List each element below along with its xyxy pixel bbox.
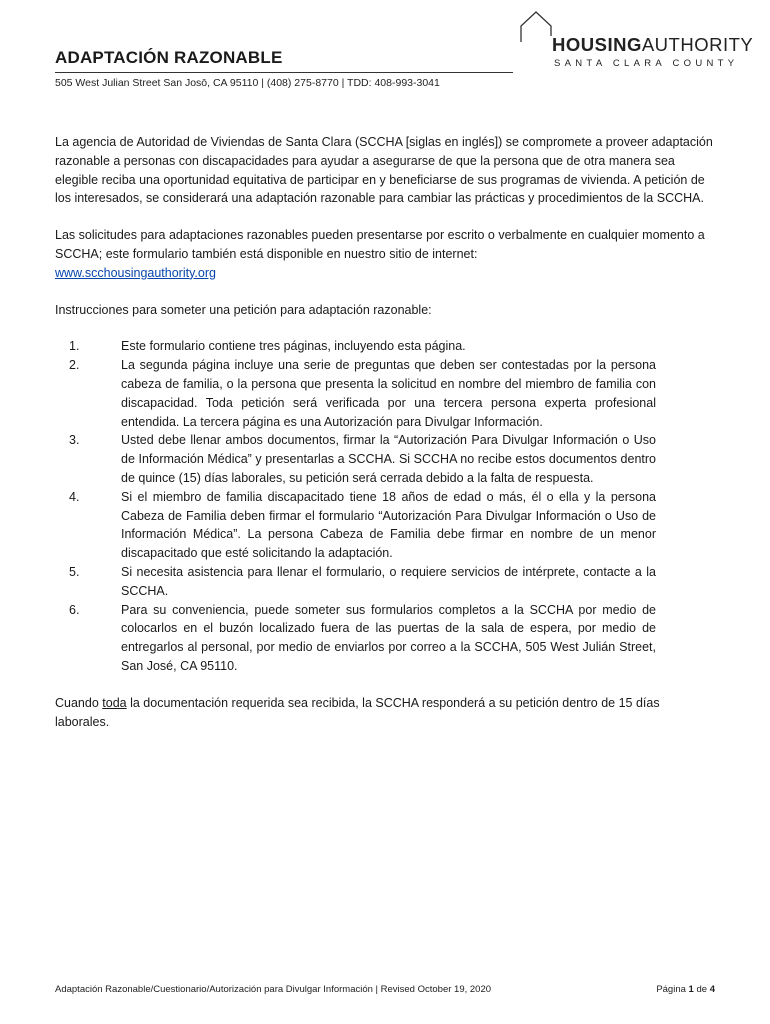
list-number: 1. xyxy=(69,339,80,354)
intro-paragraph: La agencia de Autoridad de Viviendas de Santa Clara (SCCHA [siglas en inglés]) se compromete a proveer adaptación razonable a personas con discapacidades para ayudar a asegurarse de que la persona que de otra manera sea elegible reciba una oportunidad equitativa de participar en y beneficiarse de sus programas de vivienda. A petición de los interesados, se considerará una adaptación razonable para cambiar las prácticas y procedimientos de la SCCHA. xyxy=(55,135,713,206)
contact-address: 505 West Julian Street San Josō, CA 95110 | (408) 275-8770 | TDD: 408-993-3041 xyxy=(55,77,440,89)
list-text: Si el miembro de familia discapacitado tiene 18 años de edad o más, él o ella y la persona Cabeza de Familia deben firmar el formulario “Autorización Para Divulgar Información o Uso de Información Médica”. La persona Cabeza de Familia debe firmar en nombre de un menor discapacitado que esté solicitando la adaptación. xyxy=(121,489,656,561)
instructions-list xyxy=(55,337,715,675)
list-item xyxy=(55,563,715,601)
list-text: Este formulario contiene tres páginas, incluyendo esta página. xyxy=(121,339,466,354)
list-item xyxy=(55,488,715,563)
list-number: 4. xyxy=(69,489,80,504)
list-number: 2. xyxy=(69,358,80,373)
closing-paragraph xyxy=(55,694,715,732)
list-item xyxy=(55,337,715,356)
website-link[interactable]: www.scchousingauthority.org xyxy=(55,265,216,280)
list-text: La segunda página incluye una serie de preguntas que deben ser contestadas por la persona cabeza de familia, o la persona que presenta la solicitud en nombre del miembro de familia con discapacidad. Toda petición será verificada por una tercera persona experta profesional entendida. La tercera página es una Autorización para Divulgar Información. xyxy=(121,358,656,429)
page-number-prefix: Página xyxy=(656,984,689,995)
page-number-total: 4 xyxy=(709,984,715,995)
list-text: Usted debe llenar ambos documentos, firmar la “Autorización Para Divulgar Información o Uso de Información Médica” y presentarlas a SCCHA. Si SCCHA no recibe estos documentos dentro de quince (15) días laborales, su petición será cerrada debido a la falta de respuesta. xyxy=(121,433,656,485)
page-number-current: 1 xyxy=(688,984,694,995)
logo-wordmark-light: AUTHORITY xyxy=(641,34,754,55)
list-number: 6. xyxy=(69,602,80,617)
logo-county: SANTA CLARA COUNTY xyxy=(554,58,739,69)
requests-text: Las solicitudes para adaptaciones razonables pueden presentarse por escrito o verbalmente en cualquier momento a SCCHA; este formulario también está disponible en nuestro sitio de internet: xyxy=(55,228,705,261)
logo-wordmark xyxy=(552,34,753,56)
footer-document-info: Adaptación Razonable/Cuestionario/Autorización para Divulgar Información | Revised October 19, 2020 xyxy=(55,984,492,995)
closing-emphasis: toda xyxy=(102,695,127,710)
list-item xyxy=(55,601,715,676)
list-item xyxy=(55,356,715,431)
list-number: 5. xyxy=(69,564,80,579)
list-item xyxy=(55,431,715,487)
document-body xyxy=(55,133,715,749)
list-text: Para su conveniencia, puede someter sus formularios completos a la SCCHA por medio de colocarlos en el buzón localizado fuera de las puertas de la sala de espera, por medio de entregarlos al personal, por medio de enviarlos por correo a la SCCHA, 505 West Julián Street, San José, CA 95110. xyxy=(121,602,656,673)
list-number: 3. xyxy=(69,433,80,448)
title-divider xyxy=(55,72,513,73)
closing-text-start: Cuando xyxy=(55,695,103,710)
housing-authority-logo xyxy=(518,10,754,72)
logo-wordmark-bold: HOUSING xyxy=(552,34,642,55)
instructions-heading: Instrucciones para someter una petición para adaptación razonable: xyxy=(55,302,432,317)
page-number xyxy=(656,984,715,995)
requests-paragraph xyxy=(55,226,715,282)
page-title: ADAPTACIÓN RAZONABLE xyxy=(55,48,283,67)
list-text: Si necesita asistencia para llenar el formulario, o requiere servicios de intérprete, contacte a la SCCHA. xyxy=(121,564,656,598)
page-number-of: de xyxy=(693,984,710,995)
closing-text-end: la documentación requerida sea recibida, la SCCHA responderá a su petición dentro de 15 días laborales. xyxy=(55,695,660,729)
